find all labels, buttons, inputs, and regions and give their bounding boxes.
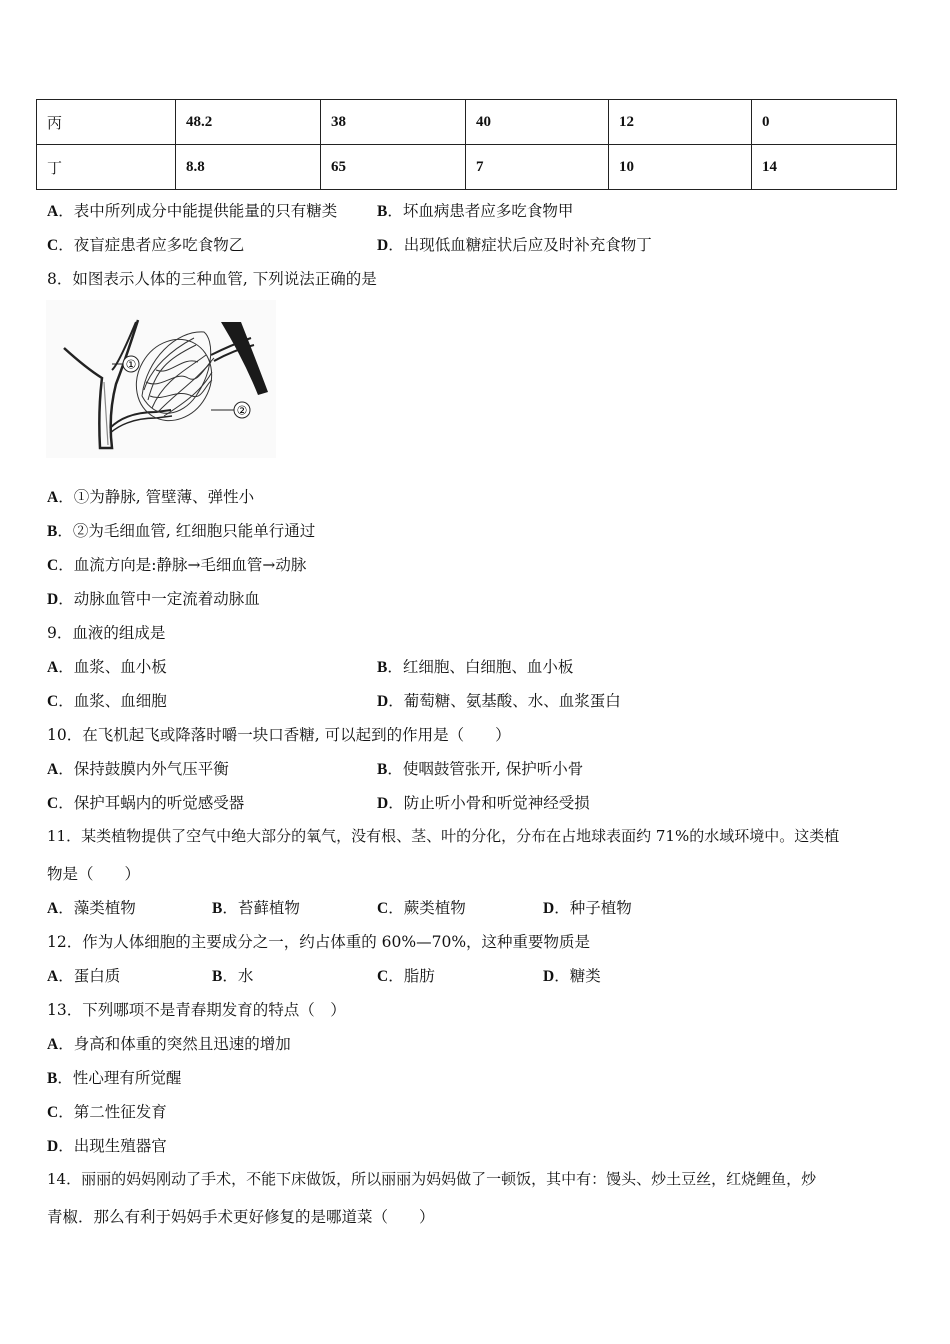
q10-option-c: C．保护耳蜗内的听觉感受器 [47,794,245,812]
q8-stem: 8．如图表示人体的三种血管, 下列说法正确的是 [47,270,377,288]
q7-option-b: B．坏血病患者应多吃食物甲 [377,202,574,220]
q14-stem-line1: 14．丽丽的妈妈刚动了手术，不能下床做饭，所以丽丽为妈妈做了一顿饭，其中有：馒头、炒土豆丝，红烧鲤鱼，炒 [47,1170,817,1188]
table-cell: 0 [752,100,897,145]
q13-option-b: B．性心理有所觉醒 [47,1069,182,1087]
blood-vessels-figure [46,300,276,458]
table-cell: 40 [466,100,609,145]
q13-option-c: C．第二性征发育 [47,1103,167,1121]
q8-option-c: C．血流方向是:静脉→毛细血管→动脉 [47,556,307,574]
table-cell: 10 [609,145,752,190]
q13-option-a: A．身高和体重的突然且迅速的增加 [47,1035,291,1053]
q9-stem: 9．血液的组成是 [47,624,166,642]
q10-stem: 10．在飞机起飞或降落时嚼一块口香糖, 可以起到的作用是（ ） [47,726,511,744]
q12-option-d: D．糖类 [543,967,601,985]
table-cell: 7 [466,145,609,190]
figure-label-1: ① [125,357,137,372]
q7-option-a: A．表中所列成分中能提供能量的只有糖类 [47,202,338,220]
q9-option-a: A．血浆、血小板 [47,658,167,676]
table-cell: 丁 [37,145,176,190]
q12-option-b: B．水 [212,967,254,985]
q11-stem-line1: 11．某类植物提供了空气中绝大部分的氧气，没有根、茎、叶的分化，分布在占地球表面约 71%的水域环境中。这类植 [47,827,840,845]
q8-option-a: A．①为静脉, 管壁薄、弹性小 [47,488,255,506]
table-cell: 65 [321,145,466,190]
table-row [37,100,897,145]
q9-option-c: C．血浆、血细胞 [47,692,167,710]
q8-option-d: D．动脉血管中一定流着动脉血 [47,590,260,608]
q12-option-c: C．脂肪 [377,967,435,985]
q10-option-b: B．使咽鼓管张开, 保护听小骨 [377,760,584,778]
q13-option-d: D．出现生殖器官 [47,1137,167,1155]
q7-option-c: C．夜盲症患者应多吃食物乙 [47,236,245,254]
q11-option-c: C．蕨类植物 [377,899,466,917]
table-cell: 48.2 [176,100,321,145]
q11-option-d: D．种子植物 [543,899,632,917]
table-cell: 12 [609,100,752,145]
q11-option-b: B．苔藓植物 [212,899,300,917]
table-row [37,145,897,190]
table-cell: 8.8 [176,145,321,190]
q7-option-d: D．出现低血糖症状后应及时补充食物丁 [377,236,652,254]
q9-option-d: D．葡萄糖、氨基酸、水、血浆蛋白 [377,692,621,710]
q9-option-b: B．红细胞、白细胞、血小板 [377,658,574,676]
figure-label-2: ② [236,403,248,418]
table-cell: 14 [752,145,897,190]
q14-stem-line2: 青椒．那么有利于妈妈手术更好修复的是哪道菜（ ） [47,1208,435,1226]
q13-stem: 13．下列哪项不是青春期发育的特点（ ） [47,1001,346,1019]
nutrient-table [36,99,897,190]
table-cell: 38 [321,100,466,145]
q11-stem-line2: 物是（ ） [47,865,141,883]
q10-option-a: A．保持鼓膜内外气压平衡 [47,760,229,778]
table-cell: 丙 [37,100,176,145]
q10-option-d: D．防止听小骨和听觉神经受损 [377,794,590,812]
q12-stem: 12．作为人体细胞的主要成分之一，约占体重的 60%—70%，这种重要物质是 [47,933,591,951]
q12-option-a: A．蛋白质 [47,967,121,985]
q11-option-a: A．藻类植物 [47,899,136,917]
q8-option-b: B．②为毛细血管, 红细胞只能单行通过 [47,522,316,540]
